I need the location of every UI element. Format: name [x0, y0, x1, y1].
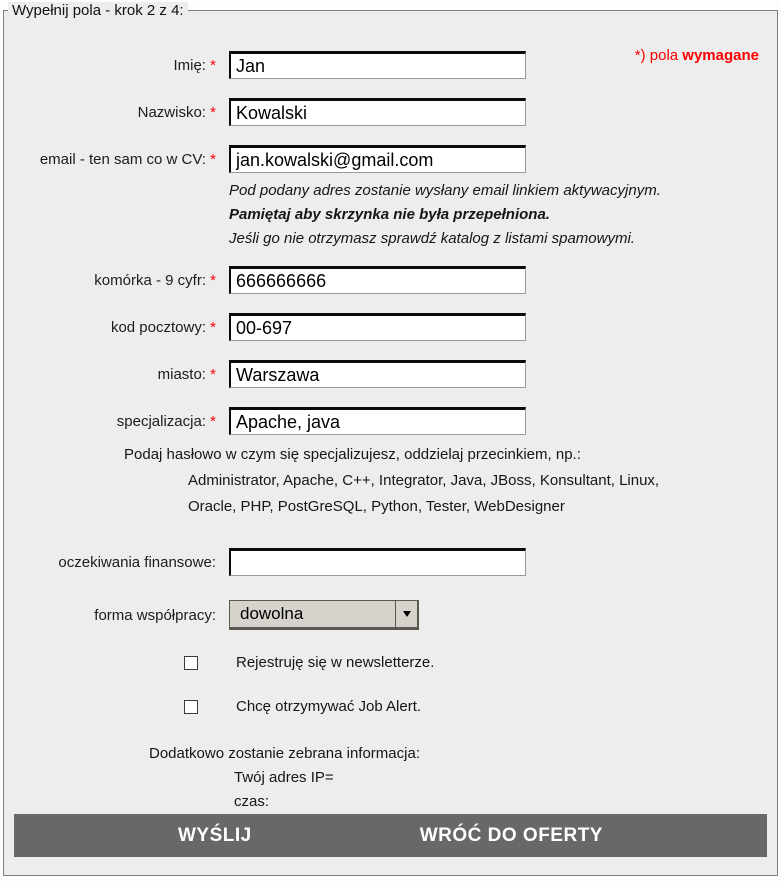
required-asterisk: *	[210, 365, 216, 383]
specialization-help-line2: Administrator, Apache, C++, Integrator, Java, JBoss, Konsultant, Linux,	[188, 472, 660, 489]
select-dropdown-button[interactable]	[395, 601, 417, 627]
required-asterisk: *	[210, 271, 216, 289]
specialization-help-text	[4, 442, 777, 520]
collected-info-line1: Dodatkowo zostanie zebrana informacja:	[149, 745, 420, 762]
required-note-emphasis: wymagane	[682, 47, 759, 64]
last-name-input[interactable]	[229, 98, 526, 126]
mobile-label: komórka - 9 cyfr: *	[94, 271, 216, 289]
last-name-row	[4, 98, 777, 126]
cooperation-form-select[interactable]	[229, 600, 419, 630]
required-asterisk: *	[210, 150, 216, 168]
specialization-label: specjalizacja: *	[116, 412, 216, 430]
city-row	[4, 360, 777, 388]
required-asterisk: *	[210, 56, 216, 74]
specialization-help-line1: Podaj hasłowo w czym się specjalizujesz, oddzielaj przecinkiem, np.:	[124, 446, 581, 463]
collected-info-ip: Twój adres IP=	[234, 769, 334, 786]
cooperation-form-label: forma współpracy:	[94, 606, 216, 624]
job-alert-checkbox[interactable]	[184, 700, 198, 714]
job-alert-checkbox-row	[184, 698, 777, 715]
email-help-text	[229, 179, 777, 251]
email-input[interactable]	[229, 145, 526, 173]
first-name-input[interactable]	[229, 51, 526, 79]
cooperation-form-row	[4, 600, 777, 630]
specialization-row	[4, 407, 777, 435]
specialization-input[interactable]	[229, 407, 526, 435]
form-legend: Wypełnij pola - krok 2 z 4:	[8, 2, 188, 19]
salary-expectations-row	[4, 548, 777, 576]
registration-form-step2	[3, 2, 778, 876]
email-help-line3: Jeśli go nie otrzymasz sprawdź katalog z listami spamowymi.	[229, 230, 635, 247]
email-help-line2: Pamiętaj aby skrzynka nie była przepełniona.	[229, 206, 550, 223]
postal-code-label: kod pocztowy: *	[110, 318, 216, 336]
mobile-row	[4, 266, 777, 294]
chevron-down-icon	[403, 611, 411, 617]
required-asterisk: *	[210, 412, 216, 430]
email-label: email - ten sam co w CV: *	[39, 150, 216, 168]
city-label: miasto: *	[157, 365, 216, 383]
job-alert-checkbox-label: Chcę otrzymywać Job Alert.	[236, 698, 422, 715]
newsletter-checkbox[interactable]	[184, 656, 198, 670]
required-asterisk: *	[210, 103, 216, 121]
action-bar	[14, 814, 767, 857]
required-fields-note	[635, 47, 759, 64]
salary-expectations-input[interactable]	[229, 548, 526, 576]
email-help-line1: Pod podany adres zostanie wysłany email linkiem aktywacyjnym.	[229, 182, 661, 199]
cooperation-form-selected-value: dowolna	[240, 604, 304, 623]
form-body	[4, 51, 777, 814]
back-to-offer-button[interactable]: WRÓĆ DO OFERTY	[419, 824, 603, 846]
postal-code-row	[4, 313, 777, 341]
postal-code-input[interactable]	[229, 313, 526, 341]
first-name-label: Imię: *	[173, 56, 216, 74]
newsletter-checkbox-label: Rejestruję się w newsletterze.	[236, 654, 435, 671]
collected-info-block	[149, 742, 777, 814]
required-asterisk: *	[210, 318, 216, 336]
last-name-label: Nazwisko: *	[137, 103, 216, 121]
salary-expectations-label: oczekiwania finansowe:	[58, 553, 216, 571]
mobile-input[interactable]	[229, 266, 526, 294]
newsletter-checkbox-row	[184, 654, 777, 671]
specialization-help-line3: Oracle, PHP, PostGreSQL, Python, Tester, WebDesigner	[188, 498, 565, 515]
email-row	[4, 145, 777, 173]
collected-info-time: czas:	[234, 793, 270, 810]
required-note-prefix: *) pola	[634, 47, 679, 64]
submit-button[interactable]: WYŚLIJ	[177, 824, 252, 846]
city-input[interactable]	[229, 360, 526, 388]
